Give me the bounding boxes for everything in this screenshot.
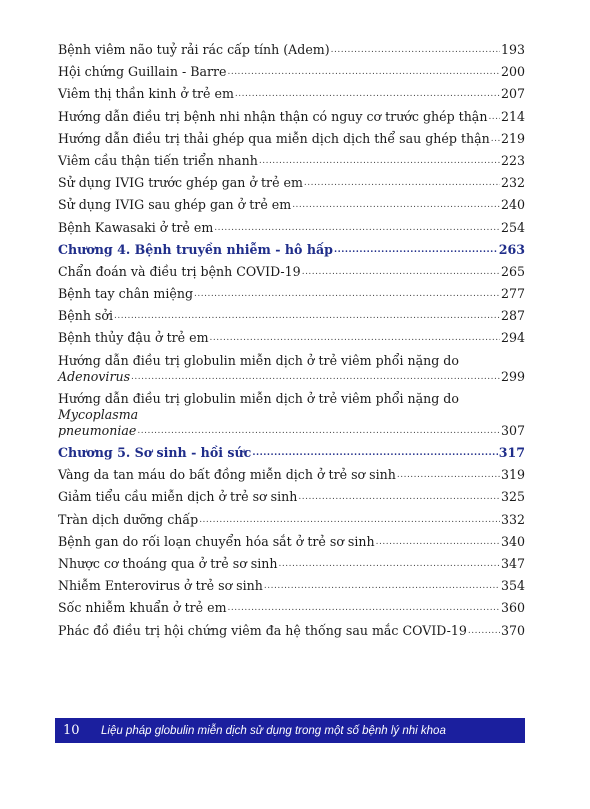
- toc-entry-title: Nhiễm Enterovirus ở trẻ sơ sinh: [58, 578, 263, 594]
- toc-entry-title: Hội chứng Guillain - Barre: [58, 64, 227, 80]
- toc-entry-title: Viêm cầu thận tiến triển nhanh: [58, 152, 258, 168]
- toc-entry-title: Bệnh gan do rối loạn chuyển hóa sắt ở trẻ sơ sinh: [58, 533, 375, 549]
- toc-entry[interactable]: [58, 330, 525, 346]
- toc-entry-title: Hướng dẫn điều trị bệnh nhi nhận thận có nguy cơ trước ghép thận: [58, 108, 488, 124]
- leader-dots: [488, 109, 500, 125]
- toc-entry-page: 223: [500, 152, 525, 168]
- toc-entry[interactable]: [58, 109, 525, 125]
- leader-dots: [228, 600, 500, 616]
- toc-entry-page: 207: [500, 86, 525, 102]
- toc-entry[interactable]: [58, 556, 525, 572]
- toc-entry-title-line1: Hướng dẫn điều trị globulin miễn dịch ở trẻ viêm phổi nặng do: [58, 390, 459, 406]
- toc-entry-page: 214: [500, 108, 525, 124]
- toc-entry-page: 325: [500, 489, 525, 505]
- toc-entry[interactable]: [58, 623, 525, 639]
- leader-dots: [334, 242, 498, 258]
- toc-entry-page: 193: [500, 42, 525, 57]
- toc-entry-page: 307: [500, 422, 525, 438]
- toc-entry-title: Vàng da tan máu do bất đồng miễn dịch ở trẻ sơ sinh: [58, 467, 396, 483]
- leader-dots: [468, 623, 500, 639]
- leader-dots: [131, 369, 500, 385]
- toc-entry-page: 294: [500, 330, 525, 346]
- toc-chapter-page: 317: [498, 445, 525, 460]
- leader-dots: [264, 578, 500, 594]
- toc-entry[interactable]: [58, 175, 525, 191]
- toc-entry-title: Bệnh tay chân miệng: [58, 286, 194, 302]
- page-footer-band: [55, 718, 525, 743]
- toc-entry-mycoplasma[interactable]: [58, 391, 525, 439]
- leader-dots: [304, 175, 500, 191]
- toc-entry-adenovirus[interactable]: [58, 353, 525, 385]
- toc-entry[interactable]: [58, 578, 525, 594]
- toc-entry[interactable]: [58, 220, 525, 236]
- toc-entry-page: 240: [500, 197, 525, 213]
- toc-entry-page: 265: [500, 263, 525, 279]
- toc-entry-title: Viêm thị thần kinh ở trẻ em: [58, 86, 234, 102]
- toc-entry-title: Giảm tiểu cầu miễn dịch ở trẻ sơ sinh: [58, 489, 298, 505]
- toc-entry-page: 347: [500, 555, 525, 571]
- toc-chapter-title: Chương 5. Sơ sinh - hồi sức: [58, 445, 252, 460]
- toc-entry-title: Bệnh sởi: [58, 308, 114, 324]
- leader-dots: [491, 131, 500, 147]
- toc-entry[interactable]: [58, 264, 525, 280]
- leader-dots: [302, 264, 500, 280]
- toc-entry-page: 232: [500, 175, 525, 191]
- toc-entry[interactable]: [58, 42, 525, 58]
- toc-chapter-title: Chương 4. Bệnh truyền nhiễm - hô hấp: [58, 241, 333, 257]
- toc-entry[interactable]: [58, 534, 525, 550]
- leader-dots: [235, 86, 500, 102]
- leader-dots: [210, 330, 500, 346]
- leader-dots: [114, 308, 500, 324]
- toc-entry-title-line2: Adenovirus: [58, 368, 131, 384]
- leader-dots: [397, 467, 500, 483]
- leader-dots: [137, 423, 500, 439]
- footer-title: Liệu pháp globulin miễn dịch sử dụng trong một số bệnh lý nhi khoa: [101, 724, 446, 737]
- table-of-contents: [58, 42, 525, 645]
- toc-entry-page: 332: [500, 511, 525, 527]
- toc-chapter-heading[interactable]: [58, 242, 525, 258]
- toc-entry-title: Hướng dẫn điều trị thải ghép qua miễn dịch dịch thể sau ghép thận: [58, 130, 490, 146]
- leader-dots: [331, 42, 500, 58]
- toc-chapter-page: 263: [498, 241, 525, 257]
- toc-entry-page: 277: [500, 286, 525, 302]
- toc-entry-page: 287: [500, 308, 525, 324]
- toc-entry[interactable]: [58, 467, 525, 483]
- leader-dots: [259, 153, 500, 169]
- leader-dots: [292, 197, 500, 213]
- toc-entry-title: Nhược cơ thoáng qua ở trẻ sơ sinh: [58, 555, 278, 571]
- toc-entry-title: Phác đồ điều trị hội chứng viêm đa hệ thống sau mắc COVID-19: [58, 622, 467, 638]
- toc-entry-page: 319: [500, 467, 525, 483]
- toc-entry-title: Chẩn đoán và điều trị bệnh COVID-19: [58, 263, 301, 279]
- toc-entry-title: Bệnh thủy đậu ở trẻ em: [58, 330, 209, 346]
- toc-entry[interactable]: [58, 64, 525, 80]
- toc-entry-title: Sử dụng IVIG trước ghép gan ở trẻ em: [58, 175, 303, 191]
- toc-entry[interactable]: [58, 489, 525, 505]
- toc-entry[interactable]: [58, 308, 525, 324]
- toc-entry-title-italic: Mycoplasma: [58, 406, 139, 422]
- leader-dots: [298, 489, 500, 505]
- leader-dots: [376, 534, 500, 550]
- toc-entry[interactable]: [58, 197, 525, 213]
- leader-dots: [279, 556, 500, 572]
- toc-entry-title-line1: Hướng dẫn điều trị globulin miễn dịch ở trẻ viêm phổi nặng do: [58, 352, 459, 368]
- toc-entry-page: 340: [500, 533, 525, 549]
- toc-chapter-heading[interactable]: [58, 445, 525, 461]
- toc-entry[interactable]: [58, 600, 525, 616]
- toc-entry[interactable]: [58, 153, 525, 169]
- toc-entry[interactable]: [58, 512, 525, 528]
- toc-entry[interactable]: [58, 86, 525, 102]
- leader-dots: [199, 512, 500, 528]
- toc-entry-title-line2: pneumoniae: [58, 422, 137, 438]
- toc-entry-page: 299: [500, 368, 525, 384]
- toc-entry-page: 354: [500, 578, 525, 594]
- toc-entry-title: Bệnh Kawasaki ở trẻ em: [58, 219, 214, 235]
- toc-entry[interactable]: [58, 286, 525, 302]
- toc-entry[interactable]: [58, 131, 525, 147]
- toc-entry-page: 360: [500, 600, 525, 616]
- toc-entry-title: Sốc nhiễm khuẩn ở trẻ em: [58, 600, 227, 616]
- leader-dots: [252, 445, 497, 461]
- toc-entry-title: Sử dụng IVIG sau ghép gan ở trẻ em: [58, 197, 292, 213]
- leader-dots: [227, 64, 499, 80]
- toc-entry-page: 370: [500, 622, 525, 638]
- toc-entry-page: 200: [500, 64, 525, 80]
- leader-dots: [214, 220, 500, 236]
- toc-entry-title: Tràn dịch dưỡng chấp: [58, 511, 199, 527]
- toc-entry-page: 219: [500, 130, 525, 146]
- leader-dots: [194, 286, 500, 302]
- toc-entry-title: Bệnh viêm não tuỷ rải rác cấp tính (Adem): [58, 42, 330, 57]
- toc-entry-page: 254: [500, 219, 525, 235]
- page-number: 10: [63, 723, 80, 738]
